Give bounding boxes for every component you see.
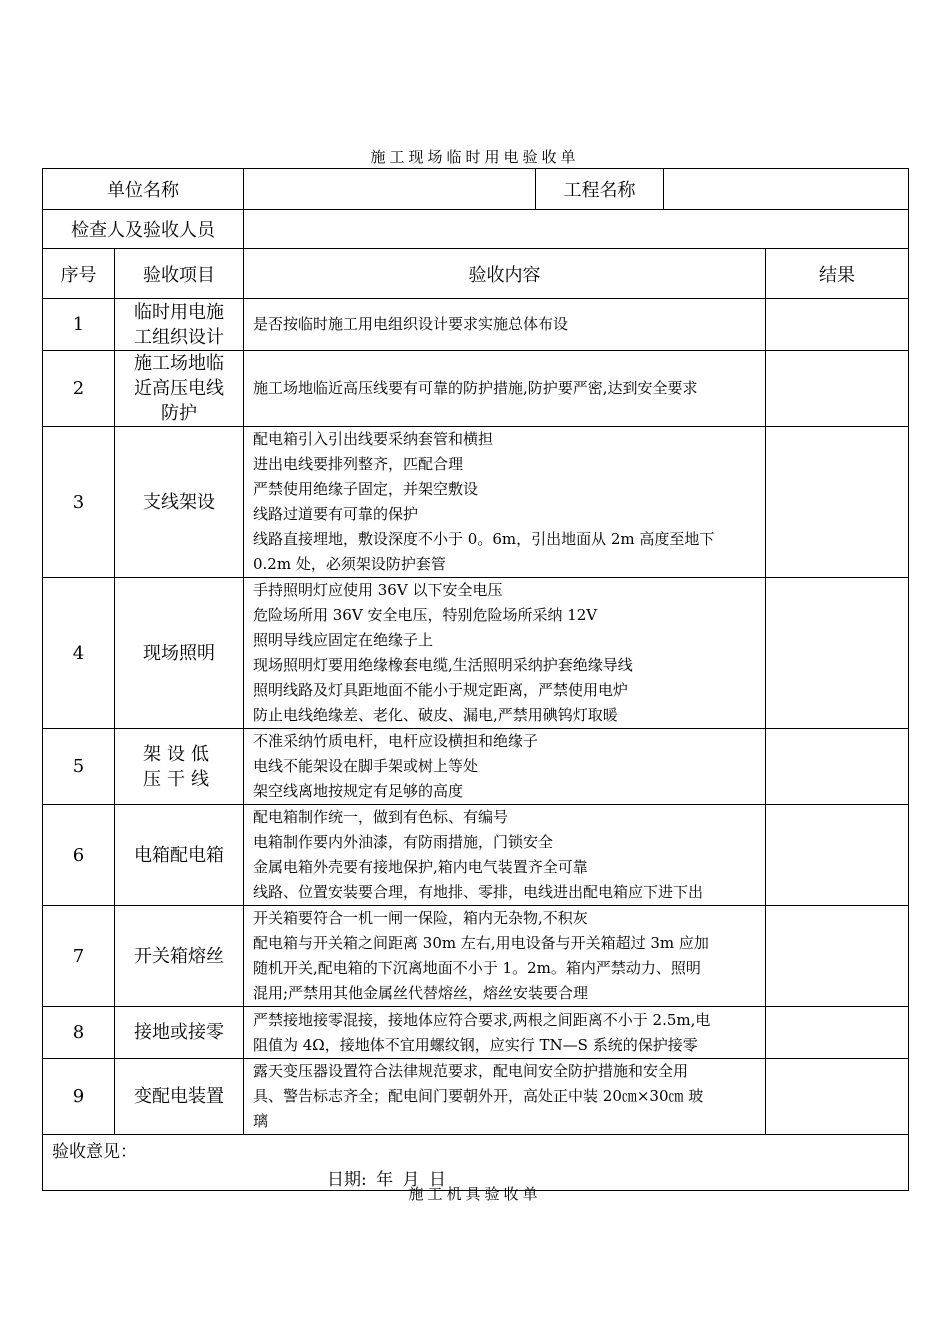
row-result[interactable] [766,427,909,578]
row-item [115,729,244,805]
row-content-line: 严禁接地接零混接，接地体应符合要求,两根之间距离不小于 2.5m,电 [253,1010,711,1029]
row-content-line: 露天变压器设置符合法律规范要求，配电间安全防护措施和安全用 [253,1062,689,1080]
row-content [244,299,766,351]
row-content [244,729,766,805]
row-content [244,578,766,729]
table-row [43,1007,909,1059]
col-header-no: 序号 [43,249,115,299]
row-result[interactable] [766,299,909,351]
row-content-line: 不准采纳竹质电杆，电杆应设横担和绝缘子 [253,732,539,750]
row-content-line: 配电箱引入引出线要采纳套管和横担 [253,430,494,448]
row-item-line: 防护 [161,403,197,424]
row-number: 5 [43,729,115,805]
inspector-label: 检查人及验收人员 [43,210,244,249]
row-number: 3 [43,427,115,578]
row-number: 4 [43,578,115,729]
table-row [43,729,909,805]
row-content-line: 进出电线要排列整齐，匹配合理 [253,455,464,473]
row-result[interactable] [766,578,909,729]
project-name-field[interactable] [664,169,909,210]
row-item-line: 近高压电线 [134,378,224,399]
opinion-label: 验收意见： [52,1142,137,1162]
row-content-line: 混用;严禁用其他金属丝代替熔丝，熔丝安装要合理 [253,984,589,1002]
row-content-line: 是否按临时施工用电组织设计要求实施总体布设 [253,315,569,333]
row-number: 2 [43,351,115,427]
row-content-line: 0.2m 处，必须架设防护套管 [253,555,446,573]
row-item [115,805,244,906]
row-content-line: 电箱制作要内外油漆，有防雨措施，门锁安全 [253,833,554,851]
row-content-line: 线路直接埋地，敷设深度不小于 0。6m，引出地面从 2m 高度至地下 [253,530,715,548]
row-result[interactable] [766,1007,909,1059]
row-result[interactable] [766,906,909,1007]
row-content-line: 危险场所用 36V 安全电压，特别危险场所采纳 12V [253,606,598,624]
table-row [43,427,909,578]
row-content-line: 线路过道要有可靠的保护 [253,505,419,523]
row-content-line: 现场照明灯要用绝缘橡套电缆,生活照明采纳护套绝缘导线 [253,656,633,674]
row-result[interactable] [766,729,909,805]
row-content [244,1059,766,1135]
row-item-line: 支线架设 [143,491,215,513]
table-row [43,578,909,729]
row-item-line: 工组织设计 [134,326,224,348]
row-number: 8 [43,1007,115,1059]
row-item-line: 电箱配电箱 [134,844,224,866]
row-item [115,351,244,427]
row-content-line: 防止电线绝缘差、老化、破皮、漏电,严禁用碘钨灯取暖 [253,706,618,724]
row-content [244,906,766,1007]
row-item [115,1059,244,1135]
row-item-line: 接地或接零 [134,1022,224,1043]
row-content-line: 架空线离地按规定有足够的高度 [253,782,464,800]
row-result[interactable] [766,805,909,906]
row-content-line: 配电箱与开关箱之间距离 30m 左右,用电设备与开关箱超过 3m 应加 [253,934,709,952]
table-row [43,299,909,351]
col-header-item: 验收项目 [115,249,244,299]
page-title: 施工现场临时用电验收单 [370,148,580,166]
row-content-line: 配电箱制作统一，做到有色标、有编号 [253,808,509,826]
row-content [244,427,766,578]
next-form-title: 施工机具验收单 [408,1185,542,1203]
unit-name-label: 单位名称 [43,169,244,210]
row-content-line: 电线不能架设在脚手架或树上等处 [253,757,479,775]
row-item-line: 开关箱熔丝 [134,945,224,967]
row-content [244,805,766,906]
row-content-line: 照明导线应固定在绝缘子上 [253,631,434,649]
row-item-line: 架设低 [143,743,215,765]
row-item-line: 压干线 [143,768,215,790]
row-item-line: 变配电装置 [134,1086,224,1107]
col-header-content: 验收内容 [244,249,766,299]
row-item [115,1007,244,1059]
row-content-line: 照明线路及灯具距地面不能小于规定距离，严禁使用电炉 [253,681,629,699]
acceptance-table [42,168,909,1191]
row-content-line: 手持照明灯应使用 36V 以下安全电压 [253,581,503,599]
row-item-line: 临时用电施 [134,301,224,323]
inspector-field[interactable] [244,210,909,249]
unit-name-field[interactable] [244,169,536,210]
opinion-date: 日期: 年 月 日 [327,1170,446,1190]
row-content-line: 施工场地临近高压线要有可靠的防护措施,防护要严密,达到安全要求 [253,379,698,397]
row-content-line: 线路、位置安装要合理，有地排、零排，电线进出配电箱应下进下出 [253,883,704,901]
row-item [115,299,244,351]
table-row [43,351,909,427]
row-number: 9 [43,1059,115,1135]
row-item-line: 现场照明 [143,642,215,664]
row-content [244,351,766,427]
row-number: 1 [43,299,115,351]
row-content-line: 金属电箱外壳要有接地保护,箱内电气装置齐全可靠 [253,858,588,876]
row-item-line: 施工场地临 [134,353,224,374]
project-name-label: 工程名称 [536,169,664,210]
row-content [244,1007,766,1059]
row-content-line: 严禁使用绝缘子固定，并架空敷设 [253,480,479,498]
col-header-result: 结果 [766,249,909,299]
row-content-line: 璃 [253,1112,269,1130]
row-result[interactable] [766,1059,909,1135]
table-row [43,805,909,906]
row-item [115,906,244,1007]
table-row [43,1059,909,1135]
row-result[interactable] [766,351,909,427]
row-item [115,427,244,578]
row-content-line: 开关箱要符合一机一闸一保险，箱内无杂物,不积灰 [253,909,588,927]
row-item [115,578,244,729]
table-row [43,906,909,1007]
row-number: 7 [43,906,115,1007]
row-content-line: 阻值为 4Ω，接地体不宜用螺纹钢，应实行 TN—S 系统的保护接零 [253,1035,698,1054]
row-content-line: 具、警告标志齐全；配电间门要朝外开，高处正中装 20㎝×30㎝ 玻 [253,1087,704,1105]
row-content-line: 随机开关,配电箱的下沉离地面不小于 1。2m。箱内严禁动力、照明 [253,959,701,977]
row-number: 6 [43,805,115,906]
